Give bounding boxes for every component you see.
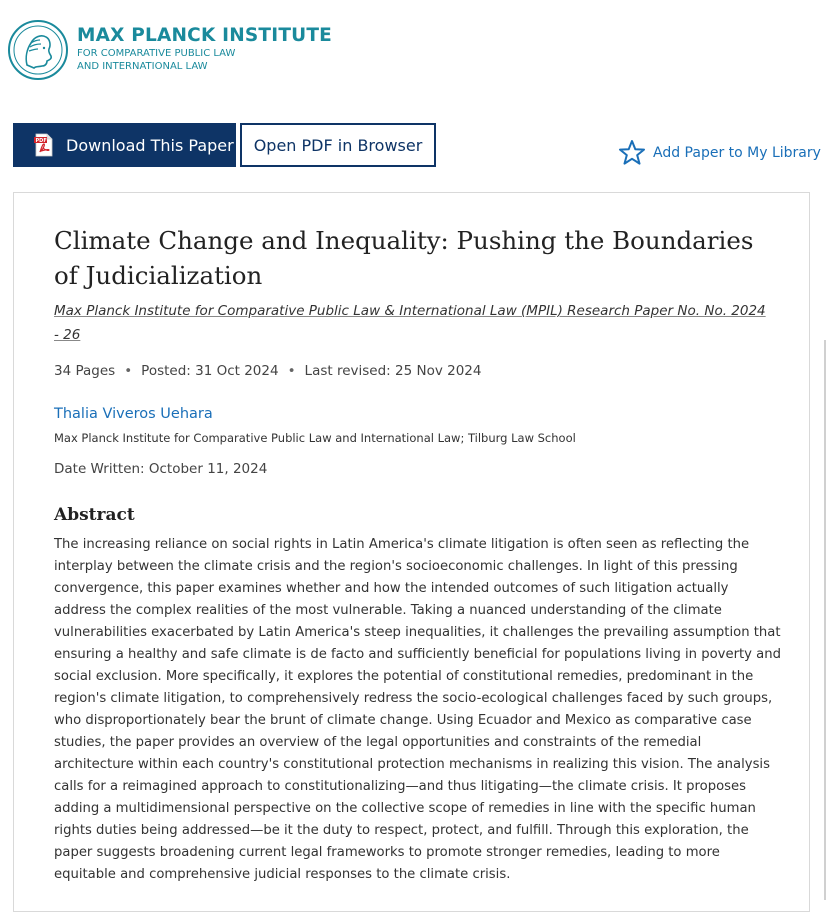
download-paper-button[interactable]: [13, 123, 236, 167]
institute-name-block: [77, 25, 332, 73]
svg-text:PDF: PDF: [35, 138, 47, 144]
posted-date: Posted: 31 Oct 2024: [141, 363, 279, 379]
institute-subtitle-line2: AND INTERNATIONAL LAW: [77, 61, 208, 72]
revised-date: Last revised: 25 Nov 2024: [304, 363, 482, 379]
page-divider: [824, 340, 826, 900]
max-planck-logo[interactable]: [7, 19, 69, 81]
abstract-text: The increasing reliance on social rights in Latin America's climate litigation is often seen as reflecting the interplay between the climate crisis and the region's socioeconomic challenges. In light of this pressing convergence, this paper examines whether and how the intended outcomes of such litigation actually address the complex realities of the most vulnerable. Taking a nuanced understanding of the climate vulnerabilities exacerbated by Latin America's steep inequalities, it challenges the prevailing assumption that ensuring a healthy and safe climate is de facto and sufficiently beneficial for populations living in poverty and social exclusion. More specifically, it explores the potential of constitutional remedies, predominant in the region's climate litigation, to comprehensively redress the socio-ecological challenges faced by such groups, who disproportionately bear the brunt of climate change. Using Ecuador and Mexico as comparative case studies, the paper provides an overview of the legal opportunities and constraints of the remedial architecture within each country's constitutional protection mechanisms in realizing this vision. The analysis calls for a reimagined approach to constitutionalizing—and thus litigating—the climate crisis. It proposes adding a multidimensional perspective on the collective scope of remedies in line with the specific human rights duties being addressed—be it the duty to respect, protect, and fulfill. Through this exploration, the paper suggests broadening current legal frameworks to promote stronger remedies, leading to more equitable and comprehensive judicial responses to the climate crisis.: [54, 537, 781, 882]
institute-subtitle-line1: FOR COMPARATIVE PUBLIC LAW: [77, 48, 236, 59]
star-icon: [618, 139, 646, 167]
pdf-file-icon: [34, 133, 54, 157]
paper-card: [13, 192, 810, 912]
abstract-heading: Abstract: [54, 505, 135, 525]
page-count: 34 Pages: [54, 363, 116, 379]
open-pdf-button[interactable]: [240, 123, 436, 167]
add-to-library-label: Add Paper to My Library: [653, 145, 821, 161]
meta-separator: •: [287, 363, 296, 379]
open-pdf-label: Open PDF in Browser: [253, 135, 423, 155]
date-written: Date Written: October 11, 2024: [54, 461, 268, 477]
download-paper-label: Download This Paper: [66, 135, 234, 155]
paper-meta: [54, 363, 481, 379]
author-affiliation: Max Planck Institute for Comparative Public Law and International Law; Tilburg Law School: [54, 431, 576, 445]
institute-title: MAX PLANCK INSTITUTE: [77, 25, 333, 46]
add-to-library-link[interactable]: [618, 139, 821, 167]
paper-title: Climate Change and Inequality: Pushing the Boundaries of Judicialization: [54, 226, 754, 290]
paper-series-link[interactable]: Max Planck Institute for Comparative Public Law & International Law (MPIL) Research Paper No. No. 2024 - 26: [54, 303, 766, 343]
author-link[interactable]: Thalia Viveros Uehara: [54, 406, 213, 422]
meta-separator: •: [124, 363, 133, 379]
